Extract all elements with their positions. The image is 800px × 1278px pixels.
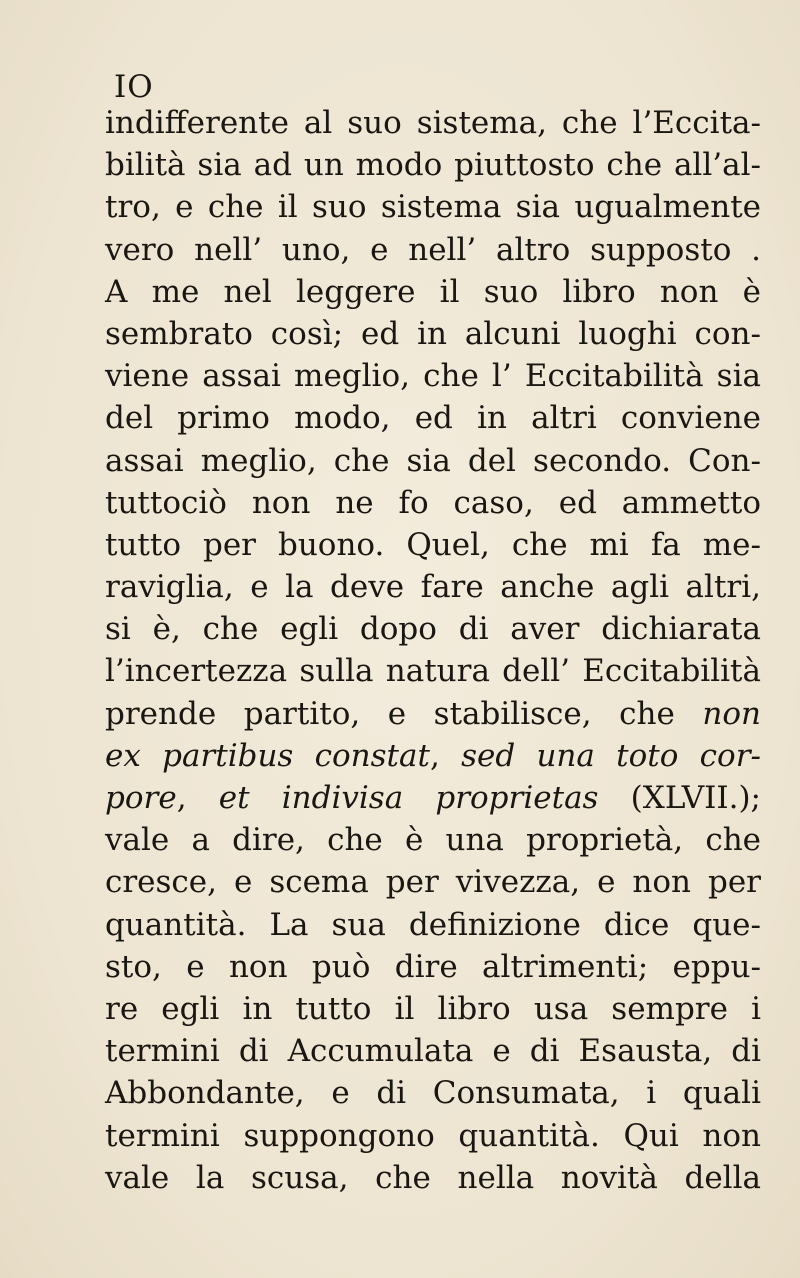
text-segment: re egli in tutto il libro usa sempre i <box>105 990 761 1027</box>
text-line <box>105 566 761 608</box>
text-segment: sto, e non può dire altrimenti; eppu- <box>105 948 761 985</box>
italic-text: pore <box>105 780 177 816</box>
text-line <box>105 482 761 524</box>
text-line <box>105 777 761 819</box>
text-segment: vero nell’ uno, e nell’ altro supposto . <box>105 231 761 268</box>
text-segment: termini di Accumulata e di Esausta, di <box>105 1033 761 1070</box>
text-line <box>105 440 761 482</box>
text-segment: vale a dire, che è una proprietà, che <box>105 822 761 859</box>
text-line <box>105 608 761 650</box>
italic-text: et indivisa proprietas <box>218 780 599 816</box>
text-line <box>105 988 761 1030</box>
text-line <box>105 186 761 228</box>
text-line <box>105 861 761 903</box>
text-segment: indifferente al suo sistema, che l’Eccita- <box>105 105 761 141</box>
text-line <box>105 1030 761 1072</box>
text-segment: prende partito, e stabilisce, che <box>105 695 703 732</box>
text-segment: viene assai meglio, che l’ Eccitabilità sia <box>105 358 761 395</box>
text-line <box>105 271 761 313</box>
text-segment: , <box>429 737 462 774</box>
italic-text: non <box>702 695 761 732</box>
italic-text: sed una toto cor- <box>461 737 761 774</box>
text-line <box>105 946 761 988</box>
text-segment: quantità. La sua definizione dice que- <box>105 906 761 943</box>
italic-text: ex partibus constat <box>105 737 430 774</box>
text-line <box>105 1157 761 1199</box>
body-text <box>105 102 761 1199</box>
text-segment: sembrato così; ed in alcuni luoghi con- <box>105 315 761 352</box>
text-segment: l’incertezza sulla natura dell’ Eccitabilità <box>105 653 761 690</box>
text-line <box>105 397 761 439</box>
text-segment: cresce, e scema per vivezza, e non per <box>105 864 761 901</box>
text-segment: A me nel leggere il suo libro non è <box>105 273 761 310</box>
text-line <box>105 355 761 397</box>
text-segment: vale la scusa, che nella novità della <box>105 1159 761 1196</box>
text-line <box>105 144 761 186</box>
text-line <box>105 735 761 777</box>
text-line <box>105 650 761 692</box>
text-segment: tro, e che il suo sistema sia ugualmente <box>105 189 761 226</box>
text-segment: bilità sia ad un modo piuttosto che all’al- <box>105 147 761 184</box>
text-line <box>105 1072 761 1114</box>
text-segment: (XLVII.); <box>598 780 761 816</box>
text-segment: tuttociò non ne fo caso, ed ammetto <box>105 484 761 521</box>
text-line <box>105 229 761 271</box>
text-line <box>105 904 761 946</box>
text-segment: si è, che egli dopo di aver dichiarata <box>105 611 761 648</box>
text-segment: raviglia, e la deve fare anche agli altri, <box>105 569 761 606</box>
page-number: IO <box>114 69 154 105</box>
text-line <box>105 693 761 735</box>
text-line <box>105 102 761 144</box>
text-segment: assai meglio, che sia del secondo. Con- <box>105 442 761 479</box>
text-segment: tutto per buono. Quel, che mi fa me- <box>105 526 761 563</box>
text-line <box>105 1115 761 1157</box>
text-line <box>105 524 761 566</box>
text-line <box>105 819 761 861</box>
text-line <box>105 313 761 355</box>
text-segment: del primo modo, ed in altri conviene <box>105 400 761 437</box>
text-segment: termini suppongono quantità. Qui non <box>105 1117 761 1154</box>
text-segment: , <box>176 780 219 816</box>
text-segment: Abbondante, e di Consumata, i quali <box>105 1075 761 1112</box>
